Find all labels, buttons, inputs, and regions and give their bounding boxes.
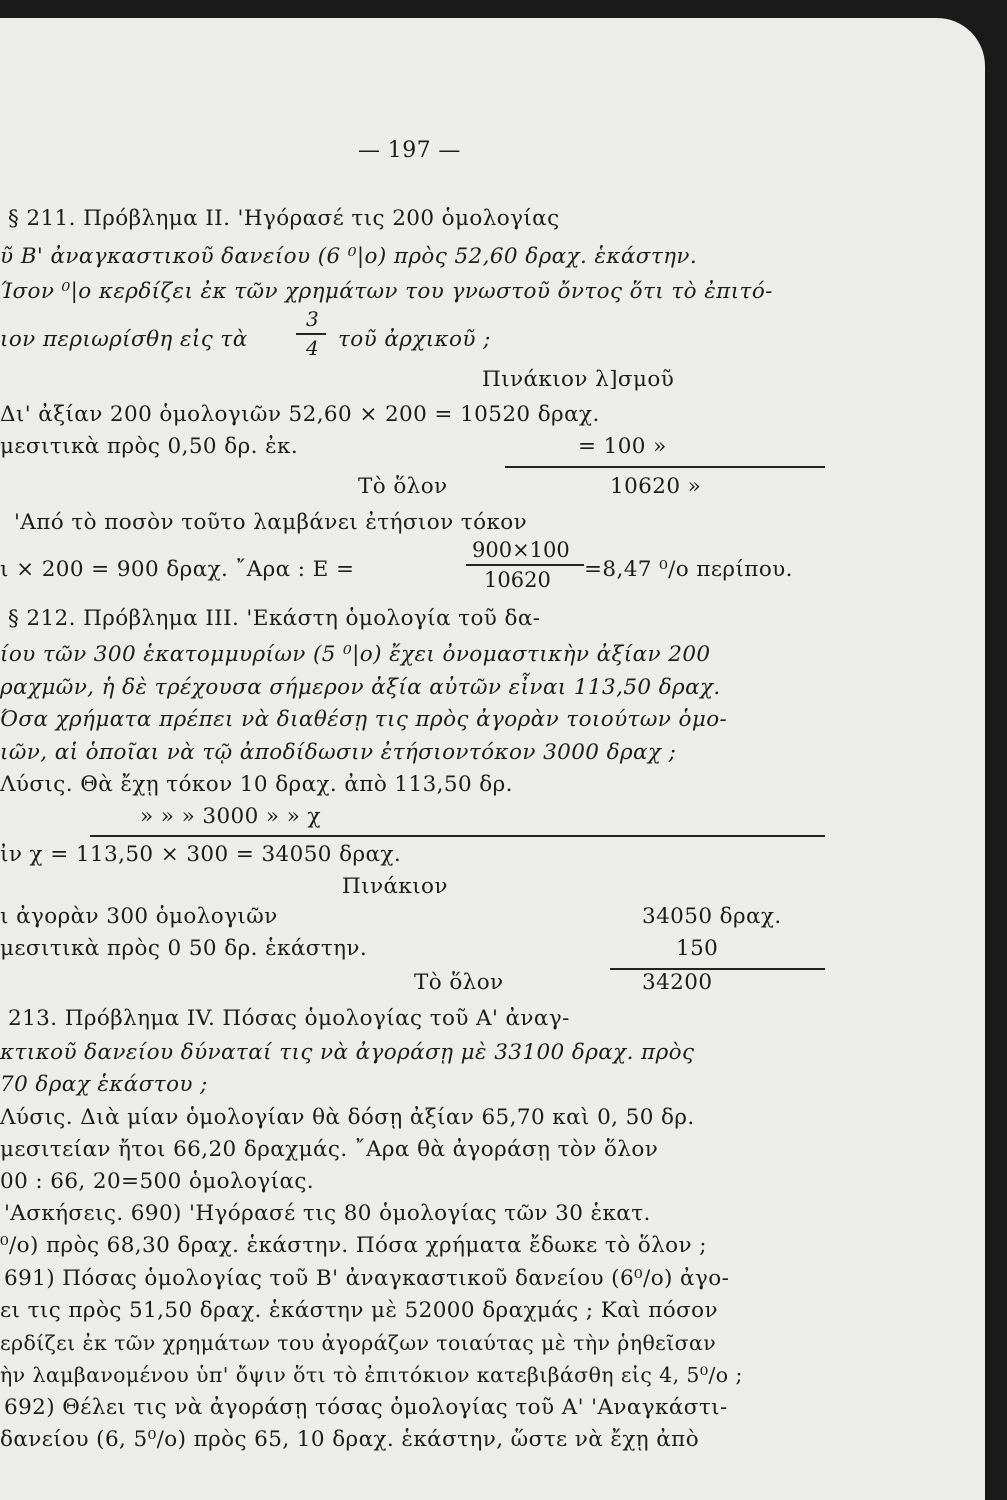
fraction-denominator: 4: [306, 336, 319, 360]
table-total-label: Τὸ ὅλον: [358, 474, 448, 499]
exercises-heading: 'Ασκήσεις. 690) 'Ηγόρασέ τις 80 ὁμολογίας τῶν 30 ἑκατ.: [4, 1201, 651, 1226]
text-line: ραχμῶν, ἡ δὲ τρέχουσα σήμερον ἀξία αὐτῶν εἶναι 113,50 δραχ.: [0, 675, 721, 700]
table-row-value: 150: [676, 936, 719, 961]
exercise-line: δανείου (6, 5⁰/ο) πρὸς 65, 10 δραχ. ἑκάστην, ὥστε νὰ ἔχῃ ἀπὸ: [0, 1427, 700, 1452]
text-line: ίου τῶν 300 ἑκατομμυρίων (5 ⁰|ο) ἔχει ὀνομαστικὴν ἀξίαν 200: [0, 642, 711, 667]
table-row-value: = 100 »: [578, 434, 667, 459]
table-row-label: μεσιτικὰ πρὸς 0,50 δρ. ἐκ.: [0, 434, 299, 459]
exercise-line: 691) Πόσας ὁμολογίας τοῦ Β' ἀναγκαστικοῦ δανείου (6⁰/ο) ἀγο-: [4, 1266, 730, 1291]
text-line: κτικοῦ δανείου δύναταί τις νὰ ἀγοράσῃ μὲ 33100 δραχ. πρὸς: [0, 1040, 695, 1065]
book-page: [0, 18, 985, 1500]
text-line: 00 : 66, 20=500 ὁμολογίας.: [0, 1169, 315, 1194]
proportion-rule: [90, 835, 825, 837]
table-row: Δι' ἀξίαν 200 ὁμολογιῶν 52,60 × 200 = 10520 δραχ.: [0, 402, 600, 427]
exercise-line: ει τις πρὸς 51,50 δραχ. ἑκάστην μὲ 52000 δραχμάς ; Καὶ πόσον: [0, 1298, 718, 1323]
exercise-line: ερδίζει ἐκ τῶν χρημάτων του ἀγοράζων τοιαύτας μὲ τὴν ῥηθεῖσαν: [0, 1331, 717, 1355]
fraction-denominator: 10620: [484, 568, 551, 592]
fraction-numerator: 3: [306, 307, 319, 331]
table-row-label: μεσιτικὰ πρὸς 0 50 δρ. ἑκάστην.: [0, 936, 368, 961]
fraction-numerator: 900×100: [472, 538, 570, 562]
text-line: ῦ Β' ἀναγκαστικοῦ δανείου (6 ⁰|ο) πρὸς 52,60 δραχ. ἑκάστην.: [0, 244, 698, 269]
page-number: — 197 —: [358, 138, 461, 163]
table-row-value: 34050 δραχ.: [642, 904, 782, 929]
table-title: Πινάκιον: [342, 874, 448, 899]
table-total-value: 10620 »: [610, 474, 702, 499]
problem-213-heading: 213. Πρόβλημα ΙV. Πόσας ὁμολογίας τοῦ Α' ἀναγ-: [8, 1006, 570, 1031]
fraction-bar: [466, 564, 584, 566]
solution-line: » » » 3000 » » χ: [140, 804, 321, 829]
solution-line: ἰν χ = 113,50 × 300 = 34050 δραχ.: [0, 842, 402, 867]
text-line: 'Από τὸ ποσὸν τοῦτο λαμβάνει ἐτήσιον τόκον: [14, 510, 528, 535]
text-line: τοῦ ἀρχικοῦ ;: [338, 327, 491, 352]
sum-rule: [505, 466, 825, 468]
text-line: 70 δραχ ἑκάστου ;: [0, 1072, 208, 1097]
fraction-bar: [296, 333, 326, 335]
text-line: μεσιτείαν ἤτοι 66,20 δραχμάς. ῎Αρα θὰ ἀγοράσῃ τὸν ὅλον: [0, 1137, 659, 1162]
table-total-value: 34200: [642, 970, 713, 995]
text-line: ιῶν, αἱ ὁποῖαι νὰ τῷ ἀποδίδωσιν ἐτήσιοντόκον 3000 δραχ ;: [0, 740, 677, 765]
table-title: Πινάκιον λ]σμοῦ: [482, 367, 675, 392]
equation-line: ι × 200 = 900 δραχ. ῎Αρα : Ε =: [0, 557, 355, 582]
exercise-line: ⁰/ο) πρὸς 68,30 δραχ. ἑκάστην. Πόσα χρήματα ἔδωκε τὸ ὅλον ;: [0, 1233, 707, 1258]
exercise-line: ὴν λαμβανομένου ὑπ' ὄψιν ὅτι τὸ ἐπιτόκιον κατεβιβάσθη εἰς 4, 5⁰/ο ;: [0, 1363, 743, 1387]
equation-line: =8,47 ⁰/ο περίπου.: [584, 557, 793, 582]
text-line: ιον περιωρίσθη εἰς τὰ: [0, 327, 248, 352]
exercise-line: 692) Θέλει τις νὰ ἀγοράσῃ τόσας ὁμολογίας τοῦ Α' 'Αναγκάστι-: [4, 1395, 728, 1420]
problem-212-heading: § 212. Πρόβλημα ΙΙΙ. 'Εκάστη ὁμολογία τοῦ δα-: [8, 606, 541, 631]
solution-line: Λύσις. Θὰ ἔχῃ τόκον 10 δραχ. ἀπὸ 113,50 δρ.: [0, 772, 513, 797]
table-row-label: ι ἀγορὰν 300 ὁμολογιῶν: [0, 904, 278, 929]
text-line: Ίσον ⁰|ο κερδίζει ἐκ τῶν χρημάτων του γνωστοῦ ὄντος ὅτι τὸ ἐπιτό-: [0, 279, 773, 304]
problem-211-heading: § 211. Πρόβλημα ΙΙ. 'Ηγόρασέ τις 200 ὁμολογίας: [8, 206, 560, 231]
solution-line: Λύσις. Διὰ μίαν ὁμολογίαν θὰ δόσῃ ἀξίαν 65,70 καὶ 0, 50 δρ.: [0, 1105, 695, 1130]
table-total-label: Τὸ ὅλον: [414, 970, 504, 995]
text-line: Όσα χρήματα πρέπει νὰ διαθέσῃ τις πρὸς ἀγορὰν τοιούτων ὁμο-: [0, 707, 728, 732]
